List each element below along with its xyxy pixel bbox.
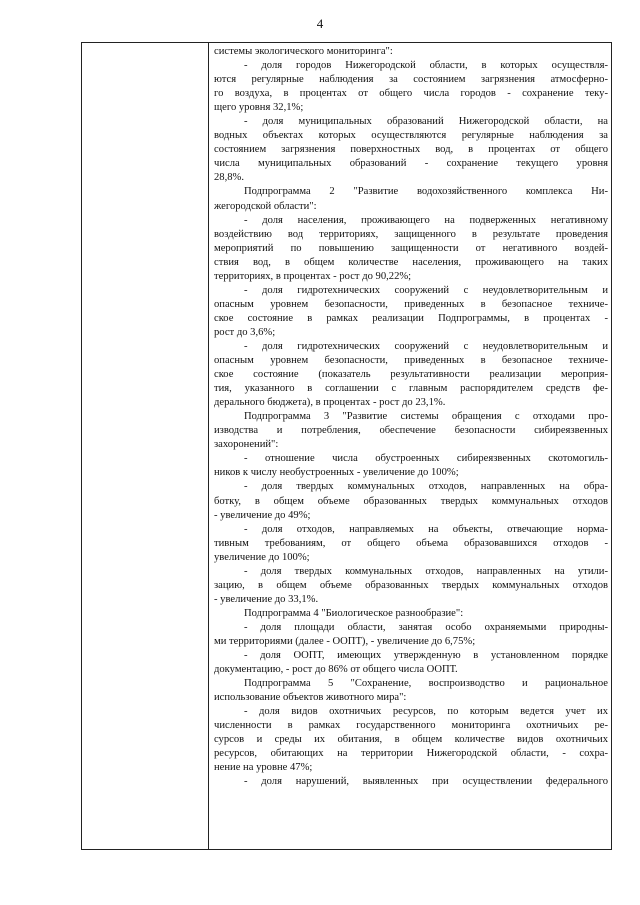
text-line: документацию, - рост до 86% от общего числа ООПТ. bbox=[214, 664, 458, 676]
text-line: ское состояние в рамках реализации Подпрограммы, в процентах - bbox=[214, 312, 608, 324]
text-line: территориях, в процентах - рост до 90,22%; bbox=[214, 270, 412, 282]
text-line: опасным уровнем безопасности, приведенных в безопасное техниче- bbox=[214, 298, 608, 310]
text-line: - доля твердых коммунальных отходов, направленных на утили- bbox=[244, 565, 608, 577]
text-line: жегородской области": bbox=[214, 200, 317, 212]
text-line: дерального бюджета), в процентах - рост до 23,1%. bbox=[214, 397, 446, 409]
text-line: ми территориями (далее - ООПТ), - увеличение до 6,75%; bbox=[214, 635, 476, 647]
text-line: изводства и потребления, обеспечение безопасности сибиреязвенных bbox=[214, 425, 608, 437]
text-line: - доля отходов, направляемых на объекты, отвечающие норма- bbox=[244, 523, 608, 535]
text-line: - увеличение до 49%; bbox=[214, 509, 311, 521]
text-line: Подпрограмма 5 "Сохранение, воспроизводство и рациональное bbox=[244, 678, 608, 690]
text-line: воздействию вод территориях, защищенного в результате проведения bbox=[214, 228, 608, 240]
text-line: - доля городов Нижегородской области, в которых осуществля- bbox=[244, 60, 608, 72]
text-line: - доля видов охотничьих ресурсов, по которым ведется учет их bbox=[244, 706, 608, 718]
text-line: числа муниципальных образований - сохранение текущего уровня bbox=[214, 158, 608, 170]
text-line: зацию, в общем объеме образованных твердых коммунальных отходов bbox=[214, 579, 608, 591]
text-line: 28,8%. bbox=[214, 172, 245, 184]
column-divider bbox=[208, 43, 209, 849]
text-line: ское состояние (показатель результативности реализации мероприя- bbox=[214, 369, 608, 381]
left-cell bbox=[82, 43, 208, 849]
text-line: - увеличение до 33,1%. bbox=[214, 593, 319, 605]
text-line: - доля нарушений, выявленных при осуществлении федерального bbox=[244, 776, 608, 788]
text-line: нение на уровне 47%; bbox=[214, 762, 313, 774]
right-cell bbox=[214, 45, 608, 789]
text-line: ются регулярные наблюдения за состоянием загрязнения атмосферно- bbox=[214, 74, 608, 86]
text-line: тия, указанного в соглашении с главным распорядителем средств фе- bbox=[214, 383, 608, 395]
text-line: ников к числу необустроенных - увеличение до 100%; bbox=[214, 467, 459, 479]
text-line: ресурсов, обитающих на территории Нижегородской области, - сохра- bbox=[214, 748, 608, 760]
text-line: - доля гидротехнических сооружений с неудовлетворительным и bbox=[244, 340, 608, 352]
text-line: системы экологического мониторинга": bbox=[214, 46, 393, 57]
text-line: водных объектах которых осуществляются регулярные наблюдения за bbox=[214, 130, 608, 142]
text-line: численности в рамках государственного мониторинга охотничьих ре- bbox=[214, 720, 608, 732]
text-line: Подпрограмма 3 "Развитие системы обращения с отходами про- bbox=[244, 411, 608, 423]
text-line: использование объектов животного мира": bbox=[214, 692, 407, 704]
text-line: Подпрограмма 2 "Развитие водохозяйственного комплекса Ни- bbox=[244, 186, 608, 198]
text-line: тивным требованиям, от общего объема образовавшихся отходов - bbox=[214, 537, 608, 549]
text-line: - доля населения, проживающего на подверженных негативному bbox=[244, 214, 608, 226]
page-number: 4 bbox=[316, 16, 324, 31]
text-line: - доля площади области, занятая особо охраняемыми природны- bbox=[244, 621, 608, 633]
text-line: го воздуха, в процентах от общего числа городов - сохранение теку- bbox=[214, 88, 608, 100]
text-line: Подпрограмма 4 "Биологическое разнообразие": bbox=[244, 607, 464, 619]
content-table bbox=[81, 42, 612, 850]
text-line: - доля твердых коммунальных отходов, направленных на обра- bbox=[244, 481, 608, 493]
text-line: рост до 3,6%; bbox=[214, 326, 276, 338]
text-line: мероприятий по повышению защищенности от негативного воздей- bbox=[214, 242, 608, 254]
text-line: - отношение числа обустроенных сибиреязвенных скотомогиль- bbox=[244, 453, 608, 465]
text-line: - доля муниципальных образований Нижегородской области, на bbox=[244, 116, 608, 128]
text-line: увеличение до 100%; bbox=[214, 551, 310, 563]
text-line: опасным уровнем безопасности, приведенных в безопасное техниче- bbox=[214, 355, 608, 367]
text-line: - доля ООПТ, имеющих утвержденную в установленном порядке bbox=[244, 650, 608, 662]
text-line: - доля гидротехнических сооружений с неудовлетворительным и bbox=[244, 284, 608, 296]
text-line: ботку, в общем объеме образованных твердых коммунальных отходов bbox=[214, 495, 608, 507]
text-line: сурсов и среды их обитания, в общем количестве видов охотничьих bbox=[214, 734, 608, 746]
text-line: ствия вод, в общем количестве населения, проживающего на таких bbox=[214, 256, 608, 268]
text-line: состоянием загрязнения поверхностных вод, в процентах от общего bbox=[214, 144, 608, 156]
text-line: щего уровня 32,1%; bbox=[214, 102, 304, 114]
text-line: захоронений": bbox=[214, 439, 279, 451]
